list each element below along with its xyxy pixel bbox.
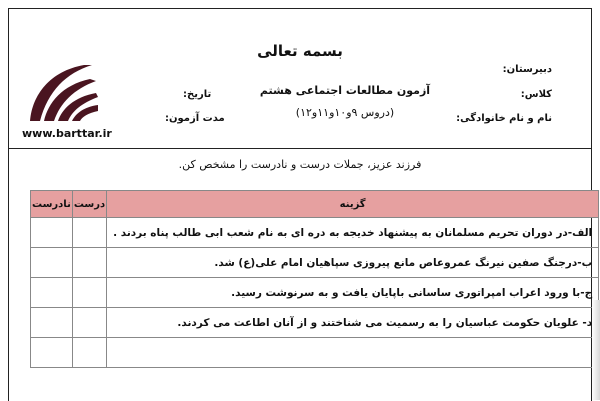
exam-lessons: (دروس ۹و۱۰و۱۱و۱۲) xyxy=(295,106,395,119)
false-answer-cell[interactable] xyxy=(31,248,73,278)
class-label: کلاس: xyxy=(520,89,552,100)
exam-title: آزمون مطالعات اجتماعی هشتم xyxy=(259,84,431,97)
header-false: نادرست xyxy=(31,191,73,218)
table-header-row xyxy=(31,191,599,218)
question-text: د- علویان حکومت عباسیان را به رسمیت می شناختند و از آنان اطاعت می کردند. xyxy=(107,308,599,338)
question-text: الف-در دوران تحریم مسلمانان به پیشنهاد خدیجه به دره ای به نام شعب ابی طالب پناه بردند . xyxy=(107,218,599,248)
true-false-table xyxy=(30,190,599,368)
table-row xyxy=(31,218,599,248)
true-answer-cell[interactable] xyxy=(72,248,106,278)
false-answer-cell[interactable] xyxy=(31,278,73,308)
site-url: www.barttar.ir xyxy=(22,127,112,140)
header-question: گزینه xyxy=(107,191,599,218)
false-answer-cell[interactable] xyxy=(31,338,73,368)
true-answer-cell[interactable] xyxy=(72,308,106,338)
instruction-text: فرزند عزیز، جملات درست و نادرست را مشخص کن. xyxy=(178,158,422,171)
scan-edge-shadow xyxy=(592,300,600,400)
false-answer-cell[interactable] xyxy=(31,308,73,338)
true-answer-cell[interactable] xyxy=(72,278,106,308)
table-row xyxy=(31,308,599,338)
date-label: تاریخ: xyxy=(183,89,212,100)
question-text: ج-با ورود اعراب امپراتوری ساسانی باپایان یافت و به سرنوشت رسید. xyxy=(107,278,599,308)
question-text xyxy=(107,338,599,368)
true-answer-cell[interactable] xyxy=(72,338,106,368)
school-label: دبیرستان: xyxy=(502,64,552,75)
barttar-logo xyxy=(22,55,102,125)
false-answer-cell[interactable] xyxy=(31,218,73,248)
header-divider xyxy=(8,148,592,149)
duration-label: مدت آزمون: xyxy=(165,113,225,124)
true-answer-cell[interactable] xyxy=(72,218,106,248)
page-title: بسمه تعالی xyxy=(257,42,343,60)
header-true: درست xyxy=(72,191,106,218)
table-row xyxy=(31,338,599,368)
logo-swoosh-icon xyxy=(22,55,102,125)
table-row xyxy=(31,278,599,308)
question-text: ب-درجنگ صفین نیرنگ عمروعاص مانع پیروزی سپاهیان امام علی(ع) شد. xyxy=(107,248,599,278)
table-row xyxy=(31,248,599,278)
name-label: نام و نام خانوادگی: xyxy=(456,113,552,124)
